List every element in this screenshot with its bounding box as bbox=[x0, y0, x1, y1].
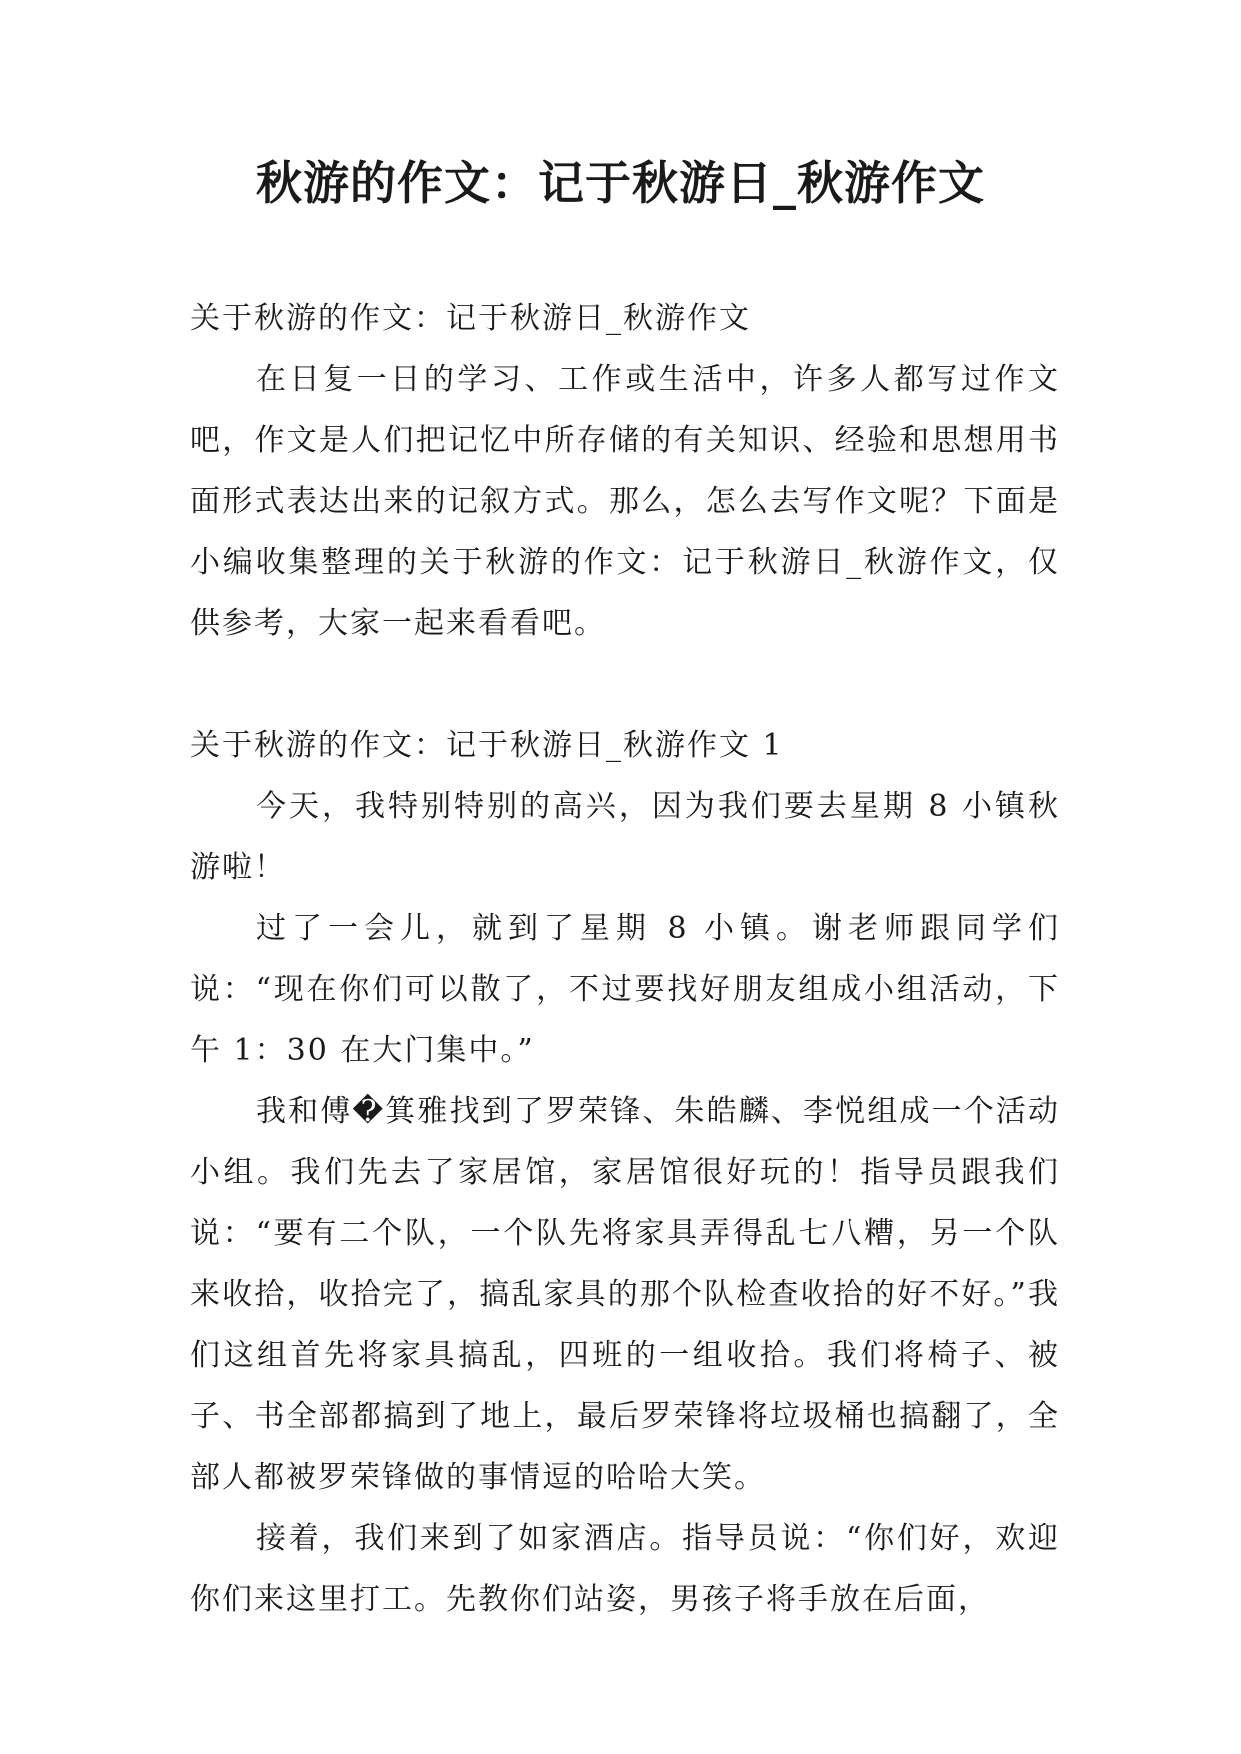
section1-paragraph-2: 过了一会儿，就到了星期 8 小镇。谢老师跟同学们说：“现在你们可以散了，不过要找好朋友组成小组活动，下午 1：30 在大门集中。” bbox=[190, 911, 1060, 1068]
section1-paragraph-3: 我和傅�箕雅找到了罗荣锋、朱皓麟、李悦组成一个活动小组。我们先去了家居馆，家居馆很好玩的！指导员跟我们说：“要有二个队，一个队先将家具弄得乱七八糟，另一个队来收拾，收拾完了，搞乱家具的那个队检查收拾的好不好。”我们这组首先将家具搞乱，四班的一组收拾。我们将椅子、被子、书全部都搞到了地上，最后罗荣锋将垃圾桶也搞翻了，全部人都被罗荣锋做的事情逗的哈哈大笑。 bbox=[190, 1094, 1060, 1495]
intro-heading: 关于秋游的作文：记于秋游日_秋游作文 bbox=[190, 301, 751, 336]
section1-heading: 关于秋游的作文：记于秋游日_秋游作文 1 bbox=[190, 728, 784, 763]
section1-paragraph-1: 今天，我特别特别的高兴，因为我们要去星期 8 小镇秋游啦！ bbox=[190, 789, 1060, 885]
document-body bbox=[190, 288, 1060, 1630]
intro-paragraph: 在日复一日的学习、工作或生活中，许多人都写过作文吧，作文是人们把记忆中所存储的有关知识、经验和思想用书面形式表达出来的记叙方式。那么，怎么去写作文呢？下面是小编收集整理的关于秋游的作文：记于秋游日_秋游作文，仅供参考，大家一起来看看吧。 bbox=[190, 362, 1060, 641]
section1-paragraph-4: 接着，我们来到了如家酒店。指导员说：“你们好，欢迎你们来这里打工。先教你们站姿，男孩子将手放在后面， bbox=[190, 1521, 1060, 1617]
section-spacer bbox=[190, 654, 1060, 715]
document-title: 秋游的作文：记于秋游日_秋游作文 bbox=[256, 156, 985, 210]
